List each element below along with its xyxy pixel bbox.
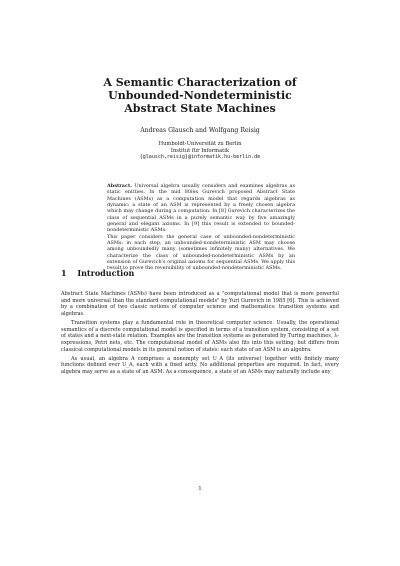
- title-line-1: A Semantic Characterization of: [103, 76, 297, 89]
- title-line-3: Abstract State Machines: [124, 102, 276, 115]
- section-heading: [61, 268, 134, 278]
- paper-title: [60, 76, 340, 115]
- section-title: Introduction: [77, 268, 135, 278]
- abstract-heading: Abstract.: [107, 183, 132, 189]
- body-text: [61, 291, 339, 378]
- body-paragraph-2: Transition systems play a fundamental role in theoretical computer science. Usually, the operational semantics of a discrete computational model is specified in terms of a transition system, consisting of a set of states and a next-state relation. Examples are the transition systems as generated by Turing machines, λ-expressions, Petri nets, etc. The computational model of ASMs also fits into this setting, but differs from classical computational models in its general notion of states: each state of an ASM is an algebra.: [61, 320, 339, 353]
- affiliation: [60, 141, 340, 161]
- abstract: [107, 183, 295, 272]
- body-paragraph-1: Abstract State Machines (ASMs) have been introduced as a "computational model that is more powerful and more universal than the standard computational models" by Yuri Gurevich in 1985 [6]. This is achieved by a combination of two classic notions of computer science and mathematics: transition systems and algebras.: [61, 291, 339, 318]
- abstract-paragraph-2: This paper considers the general case of unbounded-nondeterministic ASMs: in each step, an unbounded-nondeterministic ASM may choose among unboundedly many (sometimes infinitely many) alternatives. We characterize the class of unbounded-nondeterministic ASMs by an extension of Gurevich's original axioms for sequential ASMs. We apply this result to prove the reversibility of unbounded-nondeterministic ASMs.: [107, 233, 295, 272]
- abstract-paragraph-1: [107, 183, 295, 234]
- abstract-text-1: Universal algebra usually considers and examines algebras as static entities. In the mid 80ies Gurevich proposed Abstract State Machines (ASMs) as a computation model that regards algebras as dynamic: a state of an ASM is represented by a freely chosen algebra which may change during a computation. In [8] Gurevich characterizes the class of sequential ASMs in a purely semantic way by five amazingly general and elegant axioms. In [9] this result is extended to bounded-nondeterministic ASMs.: [107, 183, 295, 234]
- title-line-2: Unbounded-Nondeterministic: [108, 89, 292, 102]
- page-number: 1: [198, 486, 202, 492]
- authors: Andreas Glausch and Wolfgang Reisig: [140, 127, 260, 134]
- body-paragraph-3: As usual, an algebra A comprises a nonempty set U_A (its universe) together with finitely many functions defined over U_A, each with a fixed arity. No additional properties are required. In fact, every algebra may serve as a state of an ASM. As a consequence, a state of an ASMs may naturally include any: [61, 355, 339, 376]
- section-number: 1: [61, 268, 67, 278]
- author-email: {glausch,reisig}@informatik.hu-berlin.de: [139, 154, 261, 161]
- affiliation-institute: Institut für Informatik: [170, 147, 230, 154]
- affiliation-university: Humboldt-Universität zu Berlin: [158, 141, 242, 147]
